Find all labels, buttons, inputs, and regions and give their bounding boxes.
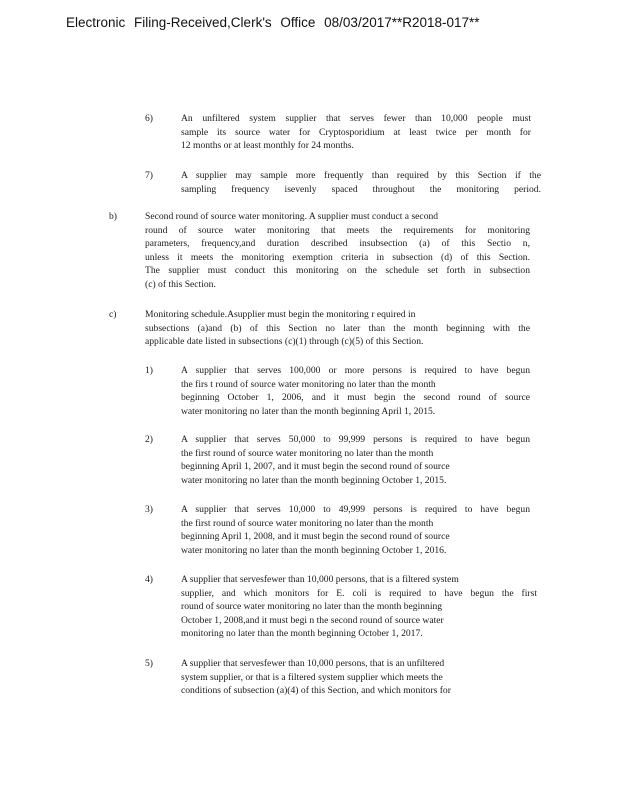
text-line: A supplier that servesfewer than 10,000 persons, that is a filtered system (181, 574, 459, 585)
text-line: supplier, and which monitors for E. coli is required to have begun the first (181, 587, 537, 599)
item-marker: 4) (145, 574, 153, 585)
text-line: A supplier that serves 10,000 to 49,999 persons is required to have begun (181, 504, 530, 515)
text-line: A supplier that servesfewer than 10,000 persons, that is an unfiltered (181, 658, 445, 669)
item-marker: 2) (145, 434, 153, 445)
text-line: A supplier may sample more frequently than required by this Section if the (181, 170, 541, 181)
item-marker: 5) (145, 658, 153, 669)
item-marker: 1) (145, 365, 153, 376)
text-line: unless it meets the monitoring exemption criteria in subsection (d) of this Section. (145, 251, 530, 263)
text-line: parameters, frequency,and duration described insubsection (a) of this Sectio n, (145, 238, 530, 250)
item-marker: c) (109, 309, 117, 320)
text-line: An unfiltered system supplier that serves fewer than 10,000 people must (181, 113, 531, 124)
paragraph (145, 210, 530, 292)
text-line: Monitoring schedule.Asupplier must begin the monitoring r equired in (145, 309, 416, 320)
text-line: system supplier, or that is a filtered system supplier which meets the (181, 671, 443, 683)
text-line: round of source water monitoring that meets the requirements for monitoring (145, 224, 530, 236)
text-line: beginning April 1, 2007, and it must begin the second round of source (181, 461, 450, 473)
paragraph (181, 573, 537, 641)
text-line: A supplier that serves 50,000 to 99,999 persons is required to have begun (181, 434, 530, 445)
item-marker: 3) (145, 504, 153, 515)
text-line: beginning October 1, 2006, and it must begin the second round of source (181, 392, 530, 404)
text-line: the first round of source water monitoring no later than the month (181, 517, 434, 529)
item-marker: b) (109, 211, 117, 222)
item-marker: 7) (145, 170, 153, 181)
paragraph (181, 657, 521, 698)
text-line: sample its source water for Cryptosporidium at least twice per month for (181, 126, 531, 138)
text-line: water monitoring no later than the month beginning October 1, 2015. (181, 474, 447, 486)
text-line: conditions of subsection (a)(4) of this Section, and which monitors for (181, 685, 451, 697)
text-line: subsections (a)and (b) of this Section no later than the month beginning with the (145, 322, 530, 334)
text-line: sampling frequency isevenly spaced throughout the monitoring period. (181, 183, 541, 195)
paragraph (181, 433, 530, 487)
text-line: 12 months or at least monthly for 24 months. (181, 140, 354, 152)
text-line: water monitoring no later than the month beginning April 1, 2015. (181, 405, 436, 417)
paragraph (145, 308, 530, 349)
text-line: applicable date listed in subsections (c)(1) through (c)(5) of this Section. (145, 336, 424, 348)
item-marker: 6) (145, 113, 153, 124)
text-line: water monitoring no later than the month beginning October 1, 2016. (181, 544, 447, 556)
text-line: October 1, 2008,and it must begi n the second round of source water (181, 614, 444, 626)
text-line: monitoring no later than the month beginning October 1, 2017. (181, 628, 423, 640)
text-line: (c) of this Section. (145, 278, 216, 290)
text-line: Second round of source water monitoring. A supplier must conduct a second (145, 211, 439, 222)
paragraph (181, 364, 530, 418)
text-line: beginning April 1, 2008, and it must begin the second round of source (181, 531, 450, 543)
text-line: A supplier that serves 100,000 or more persons is required to have begun (181, 365, 530, 376)
text-line: round of source water monitoring no later than the month beginning (181, 601, 443, 613)
paragraph (181, 169, 541, 196)
text-line: the first round of source water monitoring no later than the month (181, 447, 434, 459)
text-line: the firs t round of source water monitoring no later than the month (181, 378, 436, 390)
filing-header: Electronic Filing-Received,Clerk's Office 08/03/2017**R2018-017** (66, 15, 480, 30)
paragraph (181, 503, 530, 557)
paragraph (181, 112, 531, 153)
text-line: The supplier must conduct this monitoring on the schedule set forth in subsection (145, 265, 530, 277)
